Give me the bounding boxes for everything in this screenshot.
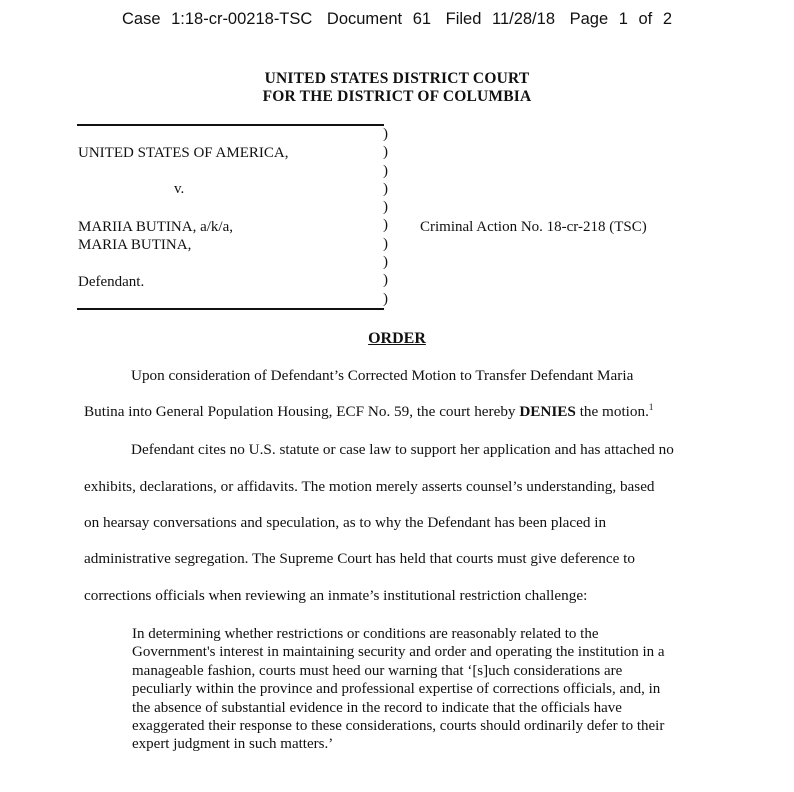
ruling-denies: DENIES bbox=[519, 403, 576, 420]
document-number: Document 61 bbox=[326, 10, 432, 28]
quote-line: peculiarly within the province and professional expertise of corrections officials, and, in bbox=[132, 681, 661, 698]
page-indicator: Page 1 of 2 bbox=[569, 10, 672, 28]
caption-plaintiff: UNITED STATES OF AMERICA, bbox=[78, 145, 289, 161]
court-heading bbox=[0, 70, 794, 106]
ecf-header-stamp bbox=[0, 10, 794, 29]
order-title: ORDER bbox=[368, 330, 426, 347]
body-line bbox=[84, 403, 653, 421]
body-line: Upon consideration of Defendant’s Corrected Motion to Transfer Defendant Maria bbox=[131, 367, 634, 384]
quote-line: expert judgment in such matters.’ bbox=[132, 736, 334, 753]
body-text: Butina into General Population Housing, ECF No. 59, the court hereby bbox=[84, 403, 520, 420]
body-line: exhibits, declarations, or affidavits. The motion merely asserts counsel’s understanding, based bbox=[84, 478, 655, 495]
body-line: on hearsay conversations and speculation, as to why the Defendant has been placed in bbox=[84, 514, 607, 531]
criminal-action-number: Criminal Action No. 18-cr-218 (TSC) bbox=[420, 219, 647, 235]
body-text: the motion. bbox=[575, 403, 649, 420]
block-quote bbox=[132, 625, 712, 754]
quote-line: the absence of substantial evidence in the record to indicate that the officials have bbox=[132, 699, 622, 716]
court-name: UNITED STATES DISTRICT COURT bbox=[264, 70, 530, 87]
body-line: corrections officials when reviewing an inmate’s institutional restriction challenge: bbox=[84, 587, 588, 604]
caption-defendant-label: Defendant. bbox=[78, 274, 145, 290]
caption-top-rule bbox=[77, 124, 384, 126]
filed-date: Filed 11/28/18 bbox=[445, 10, 555, 28]
quote-line: Government's interest in maintaining security and order and operating the institution in a bbox=[132, 644, 665, 661]
court-district: FOR THE DISTRICT OF COLUMBIA bbox=[262, 88, 532, 105]
caption-defendant-name: MARIIA BUTINA, a/k/a, bbox=[78, 219, 233, 235]
body-line: Defendant cites no U.S. statute or case law to support her application and has attached no bbox=[131, 441, 674, 458]
quote-line: exaggerated their response to these considerations, courts should ordinarily defer to their bbox=[132, 718, 665, 735]
caption-paren-column: ) ) ) ) ) ) ) ) ) ) bbox=[383, 126, 388, 307]
caption-bottom-rule bbox=[77, 308, 384, 310]
case-number: Case 1:18-cr-00218-TSC bbox=[121, 10, 313, 28]
quote-line: In determining whether restrictions or conditions are reasonably related to the bbox=[132, 626, 599, 642]
body-line: administrative segregation. The Supreme Court has held that courts must give deference to bbox=[84, 550, 635, 567]
quote-line: manageable fashion, courts must heed our warning that ‘[s]uch considerations are bbox=[132, 662, 623, 679]
caption-versus: v. bbox=[174, 181, 185, 197]
caption-defendant-alias: MARIA BUTINA, bbox=[78, 237, 192, 253]
footnote-marker: 1 bbox=[648, 401, 654, 412]
